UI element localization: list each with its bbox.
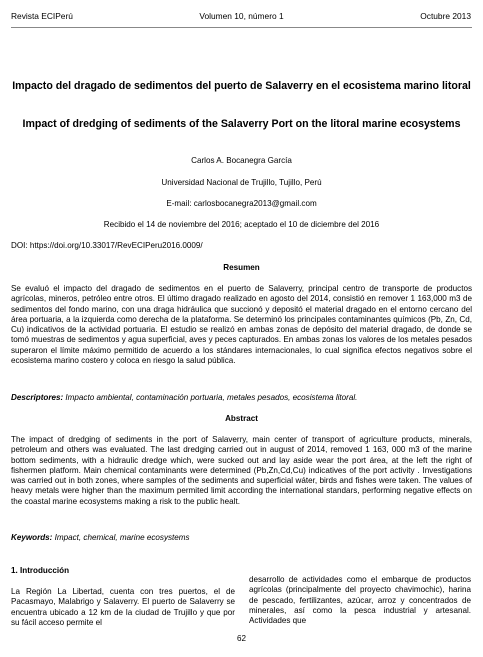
resumen-text: Se evaluó el impacto del dragado de sedimentos en el puerto de Salaverry, principal centro de transporte de productos agrícolas, mineros, petróleo entre otros. El último dragado realizado en agosto del 2014, consistió en remover 1 163,000 m3 de sedimentos del fondo marino, con una draga hidráulica que succionó y depositó el material dragado en el entorno cercano del área portuaria, a la izquierda como derecha de la plataforma. Se determinó los principales contaminantes químicos (Pb, Zn, Cd, Cu) indicativos de la actividad portuaria. El estudio se realizó en ambas zonas de depósito del material dragado, de donde se tomó muestras de sedimentos y agua superficial, aves y peces capturados. En ambas zonas los valores de los metales pesados superaron el límite máximo permitido de acuerdo a los stándares internacionales, lo cual significa efectos negativos sobre el ecosistema marino costero y coloca en riesgo la salud pública. xyxy=(11,284,472,366)
abstract-text: The impact of dredging of sediments in the port of Salaverry, main center of transport of agriculture products, minerals, petroleum and others was evaluated. The last dredging carried out in august of 2014, removed 1 163, 000 m3 of the marine bottom sediments, with a hidraulic dredge which, were sucked out and lay aside wear the port área, at the left the right of fishermen platform. Main chemical contaminants were determined (Pb,Zn,Cd,Cu) indicatives of the port activity . Investigations was carried out in both zones, where samples of the sediments and superficial wáter, birds and fishes were taken. The values of heavy metals were higher than the maximum permited limit according the international standars, performing negative effects on the coastal marine ecosystems making a risk to the public healt. xyxy=(11,435,472,506)
keywords-label: Keywords: xyxy=(11,533,53,542)
abstract-heading: Abstract xyxy=(225,414,258,423)
journal-volume: Volumen 10, número 1 xyxy=(199,11,284,21)
page-number: 62 xyxy=(236,634,246,643)
received-dates: Recibido el 14 de noviembre del 2016; aceptado el 10 de diciembre del 2016 xyxy=(103,220,380,229)
author-affiliation: Universidad Nacional de Trujillo, Tujillo, Perú xyxy=(161,178,322,187)
descriptores xyxy=(11,393,472,402)
journal-name: Revista ECIPerú xyxy=(11,11,73,21)
introduction-right-column: desarrollo de actividades como el embarque de productos agrícolas (principalmente del proyecto chavimochic), harina de pescado, fertilizantes, azúcar, arroz y concentrados de minerales, así como la pesca industrial y artesanal. Actividades que xyxy=(249,575,471,626)
title-spanish: Impacto del dragado de sedimentos del puerto de Salaverry en el ecosistema marino litoral xyxy=(12,80,471,92)
keywords-text: Impact, chemical, marine ecosystems xyxy=(52,533,190,542)
author-name: Carlos A. Bocanegra García xyxy=(191,156,292,165)
doi-link[interactable]: DOI: https://doi.org/10.33017/RevECIPeru2016.0009/ xyxy=(11,241,203,250)
descriptores-text: Impacto ambiental, contaminación portuaria, metales pesados, ecosistema litoral. xyxy=(63,393,358,402)
introduction-heading: 1. Introducción xyxy=(11,566,70,575)
title-english: Impact of dredging of sediments of the Salaverry Port on the litoral marine ecosystems xyxy=(22,118,461,130)
introduction-left-column: La Región La Libertad, cuenta con tres puertos, el de Pacasmayo, Malabrigo y Salaverry. El puerto de Salaverry se encuentra ubicado a 12 km de la ciudad de Trujillo y que por su fácil acceso permite el xyxy=(11,587,235,627)
resumen-heading: Resumen xyxy=(223,263,260,272)
keywords xyxy=(11,533,472,542)
journal-date: Octubre 2013 xyxy=(420,11,471,21)
author-email: E-mail: carlosbocanegra2013@gmail.com xyxy=(166,199,317,208)
header-rule xyxy=(11,27,472,28)
descriptores-label: Descriptores: xyxy=(11,393,64,402)
